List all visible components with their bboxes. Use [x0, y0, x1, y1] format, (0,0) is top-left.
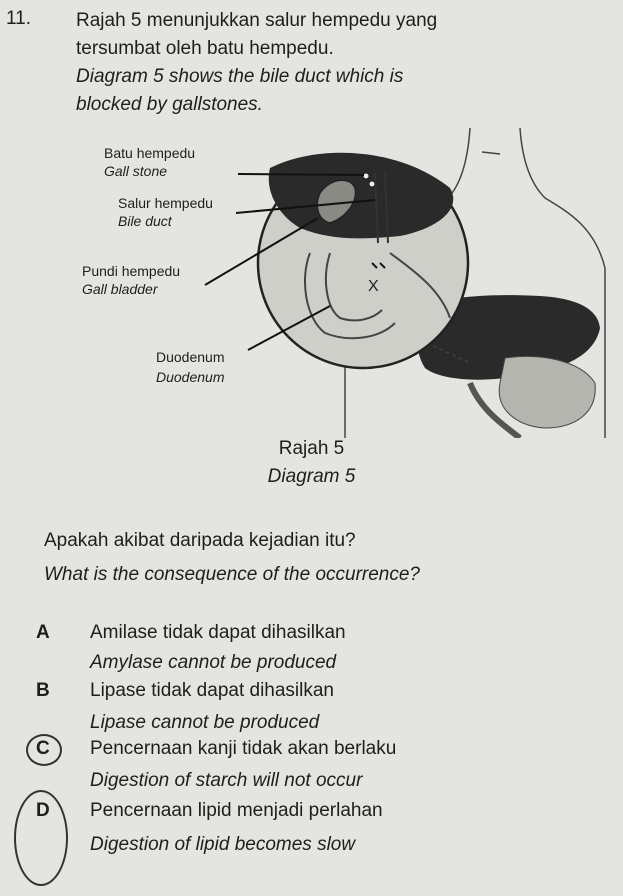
label-duodenum-en: Duodenum [156, 369, 225, 385]
diagram-caption-ms: Rajah 5 [278, 438, 345, 459]
bile-duct-diagram [0, 128, 623, 438]
label-gallstone-ms: Batu hempedu [104, 145, 196, 161]
label-duodenum-ms: Duodenum [156, 349, 225, 365]
diagram-caption-en: Diagram 5 [267, 466, 356, 487]
option-letter: B [36, 680, 50, 701]
magnified-liver [269, 153, 454, 239]
stomach-shape [499, 356, 595, 428]
question-stem-en-line1: Diagram 5 shows the bile duct which is [76, 66, 404, 87]
label-gall-bladder-en: Gall bladder [82, 281, 158, 297]
prompt-en: What is the consequence of the occurrence? [44, 564, 421, 585]
option-text-en: Lipase cannot be produced [90, 712, 320, 733]
gallstone-leader [238, 174, 364, 175]
question-stem-ms-line2: tersumbat oleh batu hempedu. [76, 38, 334, 59]
label-gall-bladder-ms: Pundi hempedu [82, 263, 181, 279]
question-number: 11. [6, 8, 32, 29]
label-bile-duct-ms: Salur hempedu [118, 195, 213, 211]
question-stem-ms-line1: Rajah 5 menunjukkan salur hempedu yang [76, 10, 438, 31]
label-gallstone-en: Gall stone [104, 163, 168, 179]
question-stem-en-line2: blocked by gallstones. [76, 94, 263, 115]
neck-mark [482, 152, 500, 154]
option-text-en: Digestion of starch will not occur [90, 770, 363, 791]
label-bile-duct-en: Bile duct [118, 213, 172, 229]
option-text-ms: Lipase tidak dapat dihasilkan [90, 680, 335, 701]
option-text-ms: Amilase tidak dapat dihasilkan [90, 622, 346, 643]
diagram-mark-x: X [368, 278, 379, 295]
option-text-en: Digestion of lipid becomes slow [90, 834, 356, 855]
option-letter: D [36, 800, 50, 821]
option-text-ms: Pencernaan lipid menjadi perlahan [90, 800, 383, 821]
option-text-ms: Pencernaan kanji tidak akan berlaku [90, 738, 397, 759]
gallstone-1 [363, 173, 369, 179]
option-letter: C [36, 738, 50, 759]
prompt-ms: Apakah akibat daripada kejadian itu? [44, 530, 356, 551]
gallstone-2 [369, 181, 375, 187]
option-letter: A [36, 622, 50, 643]
option-text-en: Amylase cannot be produced [90, 652, 337, 673]
